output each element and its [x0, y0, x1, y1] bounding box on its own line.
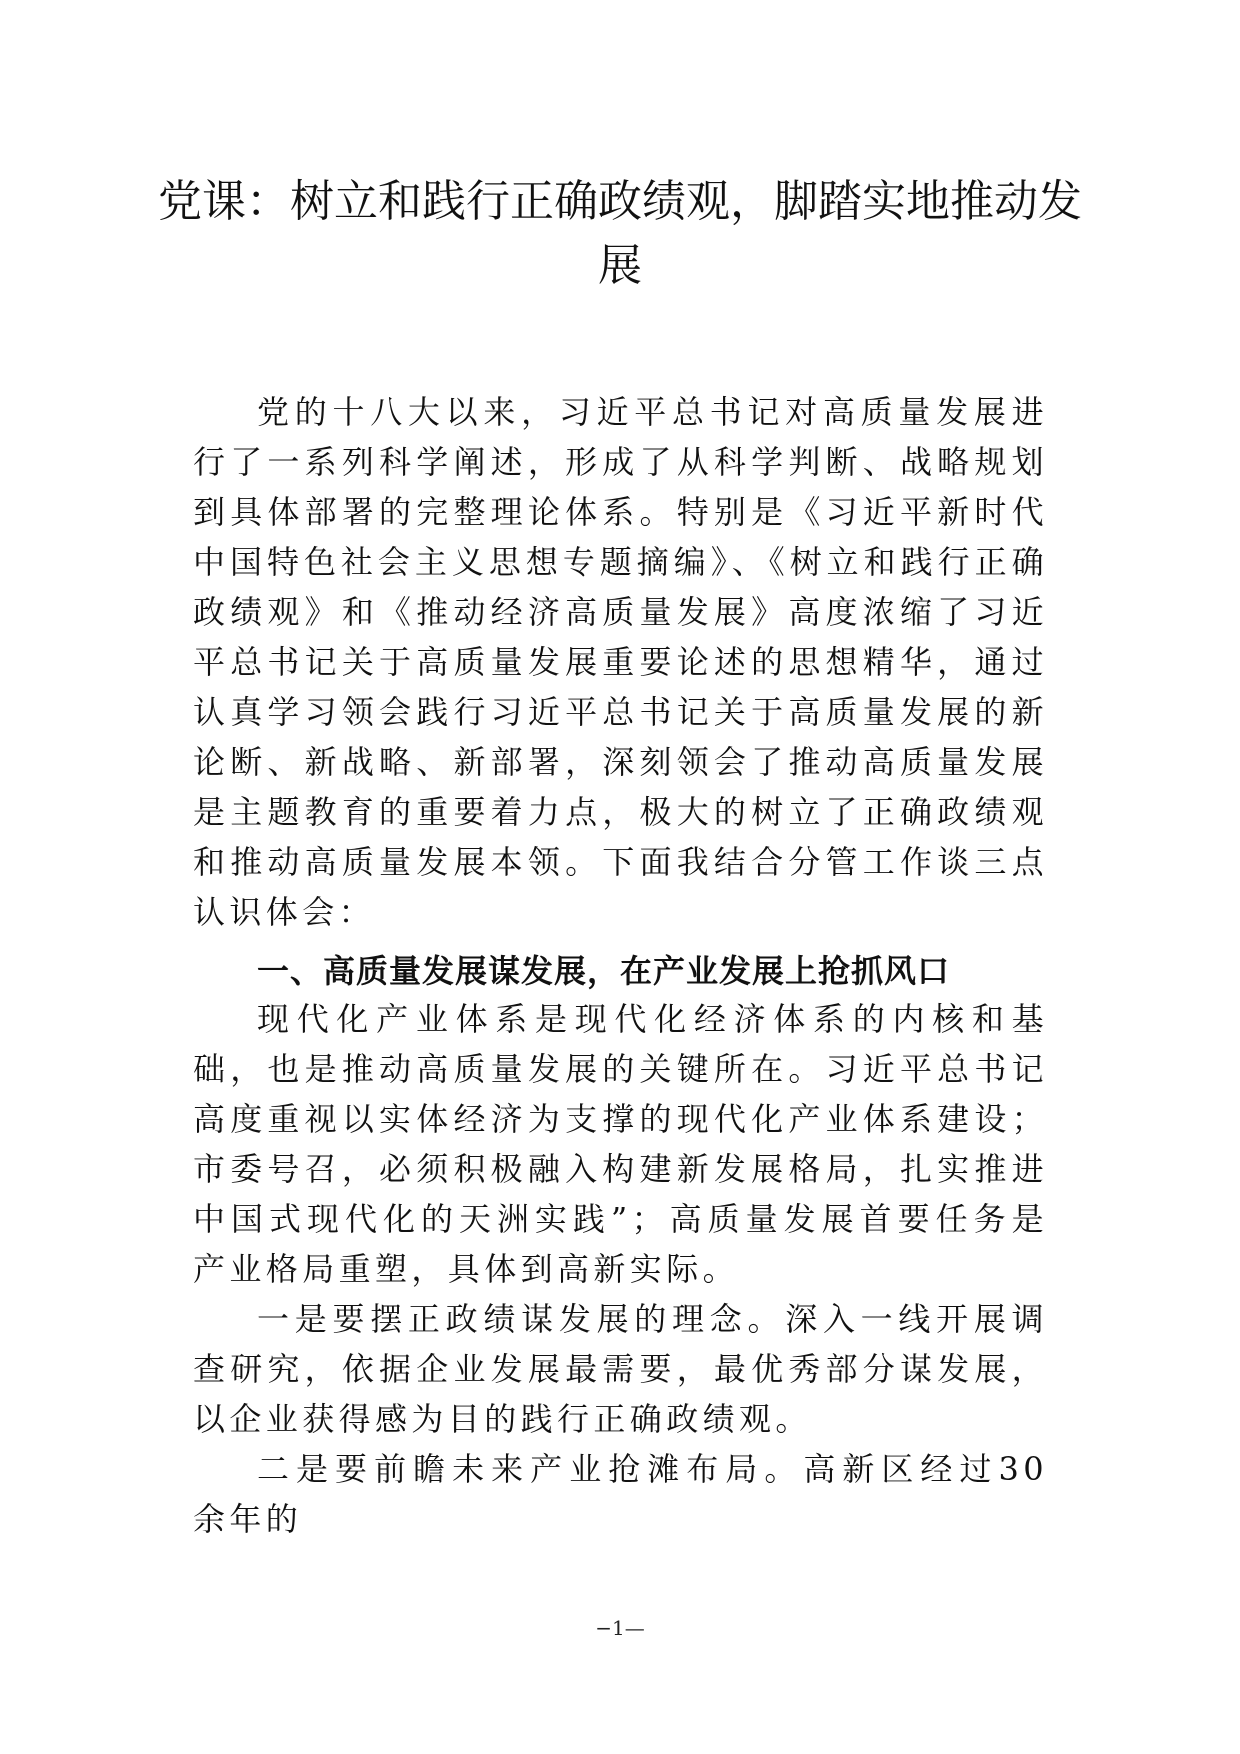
section-heading-1: 一、高质量发展谋发展，在产业发展上抢抓风口 — [257, 952, 951, 990]
intro-paragraph: 党的十八大以来，习近平总书记对高质量发展进行了一系列科学阐述，形成了从科学判断、战略规划到具体部署的完整理论体系。特别是《习近平新时代中国特色社会主义思想专题摘编》、《树立和践行正确政绩观》和《推动经济高质量发展》高度浓缩了习近平总书记关于高质量发展重要论述的思想精华，通过认真学习领会践行习近平总书记关于高质量发展的新论断、新战略、新部署，深刻领会了推动高质量发展是主题教育的重要着力点，极大的树立了正确政绩观和推动高质量发展本领。下面我结合分管工作谈三点认识体会： — [193, 393, 1048, 931]
document-title: 党课：树立和践行正确政绩观，脚踏实地推动发展 — [158, 176, 1082, 291]
section1-paragraph: 现代化产业体系是现代化经济体系的内核和基础，也是推动高质量发展的关键所在。习近平总书记高度重视以实体经济为支撑的现代化产业体系建设；市委号召，必须积极融入构建新发展格局，扎实推进中国式现代化的天洲实践”；高质量发展首要任务是产业格局重塑，具体到高新实际。 — [193, 1000, 1048, 1288]
page-number: −1— — [595, 1616, 645, 1640]
section1-paragraph: 一是要摆正政绩谋发展的理念。深入一线开展调查研究，依据企业发展最需要，最优秀部分谋发展，以企业获得感为目的践行正确政绩观。 — [193, 1300, 1048, 1438]
section1-paragraph: 二是要前瞻未来产业抢滩布局。高新区经过30 余年的 — [193, 1450, 1048, 1538]
document-body — [193, 387, 1048, 1544]
